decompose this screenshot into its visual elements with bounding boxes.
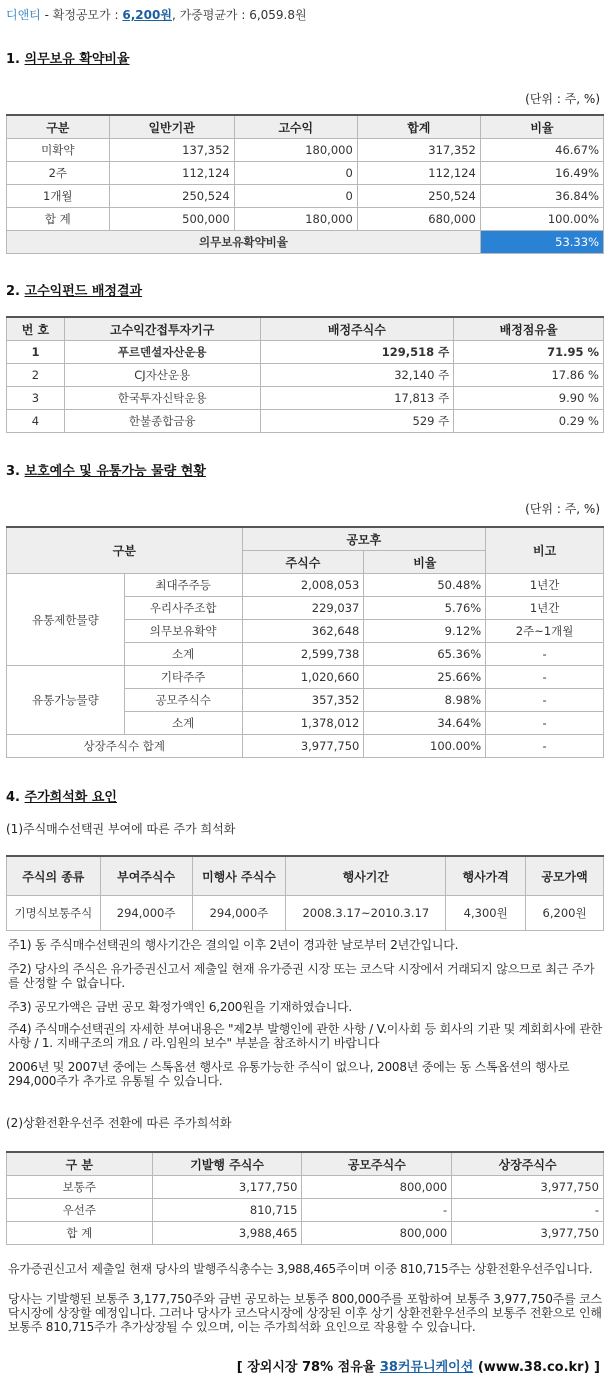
table-row (7, 139, 604, 162)
column-header: 비율 (480, 115, 603, 139)
table-cell: 317,352 (357, 139, 480, 162)
table-cell: 680,000 (357, 208, 480, 231)
table-cell: 우리사주조합 (124, 597, 242, 620)
site-link[interactable]: 38커뮤니케이션 (379, 1360, 474, 1375)
table-cell: 112,124 (109, 162, 234, 185)
table-cell: 3,988,465 (152, 1222, 302, 1245)
table-cell: CJ자산운용 (64, 364, 260, 387)
column-header: 고수익 (234, 115, 357, 139)
table-cell: 800,000 (302, 1222, 452, 1245)
table-cell: 4,300원 (446, 896, 526, 931)
table-cell: 8.98% (364, 689, 486, 712)
table-cell: 공모주식수 (124, 689, 242, 712)
table-cell: 2,008,053 (242, 574, 364, 597)
table-cell: 357,352 (242, 689, 364, 712)
table-cell: 71.95 % (454, 341, 604, 364)
table-cell: 0 (234, 162, 357, 185)
column-header: 구분 (7, 115, 110, 139)
weighted-average: , 가중평균가 : 6,059.8원 (171, 8, 307, 22)
column-header: 기발행 주식수 (152, 1152, 302, 1176)
column-header: 공모후 (242, 527, 486, 551)
lockup-status-table (6, 526, 604, 758)
table-cell: 0 (234, 185, 357, 208)
table-row (7, 1199, 604, 1222)
table-cell: 최대주주등 (124, 574, 242, 597)
table-cell: 9.90 % (454, 387, 604, 410)
table-cell: 32,140 주 (260, 364, 454, 387)
table-cell: 6,200원 (526, 896, 604, 931)
table-cell: 한불종합금융 (64, 410, 260, 433)
table-row (7, 666, 604, 689)
column-header: 비율 (364, 551, 486, 574)
table-cell: - (452, 1199, 604, 1222)
table-cell: 0.29 % (454, 410, 604, 433)
table-cell: 50.48% (364, 574, 486, 597)
footer-banner: [ 장외시장 78% 점유율 38커뮤니케이션 (www.38.co.kr) ] (236, 1360, 600, 1375)
table-cell: 의무보유확약 (124, 620, 242, 643)
table-cell: 1,378,012 (242, 712, 364, 735)
table-row (7, 387, 604, 410)
column-header: 번 호 (7, 317, 65, 341)
section3-title: 3. 보호예수 및 유통가능 물량 현황 (6, 464, 206, 479)
table-row (7, 896, 604, 931)
paragraph: 유가증권신고서 제출일 현재 당사의 발행주식총수는 3,988,465주이며 이중 810,715주는 상환전환우선주입니다. (8, 1262, 593, 1276)
table-cell: - (486, 712, 604, 735)
table-cell: 2주~1개월 (486, 620, 604, 643)
column-header: 행사가격 (446, 856, 526, 896)
column-header: 행사기간 (286, 856, 446, 896)
table-cell: 소계 (124, 643, 242, 666)
price-label: - 확정공모가 : (40, 8, 123, 22)
table-header-row (7, 1152, 604, 1176)
table-cell: 3,177,750 (152, 1176, 302, 1199)
table-cell: 보통주 (7, 1176, 153, 1199)
table-cell: 4 (7, 410, 65, 433)
column-header: 배정점유율 (454, 317, 604, 341)
table-cell: 2,599,738 (242, 643, 364, 666)
price-summary (6, 6, 307, 23)
table-cell: 294,000주 (100, 896, 192, 931)
table-cell: 180,000 (234, 139, 357, 162)
table-cell: 137,352 (109, 139, 234, 162)
table-cell: 362,648 (242, 620, 364, 643)
table-cell: 1년간 (486, 574, 604, 597)
table-cell: 1 (7, 341, 65, 364)
table-cell: 25.66% (364, 666, 486, 689)
table-cell: - (486, 643, 604, 666)
footnote: 주3) 공모가액은 금번 공모 확정가액인 6,200원을 기재하였습니다. (8, 1000, 352, 1014)
stock-option-table (6, 855, 604, 931)
table-cell: 294,000주 (192, 896, 286, 931)
summary-label: 의무보유확약비율 (7, 231, 481, 254)
table-cell: 100.00% (364, 735, 486, 758)
column-header: 상장주식수 (452, 1152, 604, 1176)
table-cell: 1년간 (486, 597, 604, 620)
section2-title: 2. 고수익펀드 배정결과 (6, 284, 143, 299)
table-row (7, 1222, 604, 1245)
table-cell: 소계 (124, 712, 242, 735)
column-header: 공모주식수 (302, 1152, 452, 1176)
table-cell: 한국투자신탁운용 (64, 387, 260, 410)
table-cell: 129,518 주 (260, 341, 454, 364)
fund-allocation-table (6, 316, 604, 433)
footnote: 주4) 주식매수선택권의 자세한 부여내용은 "제2부 발행인에 관한 사항 / V.이사회 등 회사의 기관 및 계회회사에 관한 사항 / 1. 지배구조의 개요 / 라.임원의 보수" 부분을 참조하시기 바랍니다 (8, 1022, 603, 1050)
column-header: 배정주식수 (260, 317, 454, 341)
table-cell: - (486, 666, 604, 689)
table-cell: 229,037 (242, 597, 364, 620)
table-cell: - (486, 689, 604, 712)
table-cell: 3,977,750 (452, 1176, 604, 1199)
table-cell: 250,524 (109, 185, 234, 208)
table-cell: 16.49% (480, 162, 603, 185)
lockup-ratio-table (6, 114, 604, 254)
table-cell: 2 (7, 364, 65, 387)
final-price: 6,200원 (122, 8, 172, 22)
table-cell: - (486, 735, 604, 758)
table-cell: 65.36% (364, 643, 486, 666)
table-cell: 36.84% (480, 185, 603, 208)
table-cell: 46.67% (480, 139, 603, 162)
table-cell: 9.12% (364, 620, 486, 643)
table-cell: 3,977,750 (242, 735, 364, 758)
section1-title: 1. 의무보유 확약비율 (6, 52, 130, 67)
table-row (7, 341, 604, 364)
table-row (7, 364, 604, 387)
column-header: 주식수 (242, 551, 364, 574)
table-cell: 34.64% (364, 712, 486, 735)
table-row (7, 162, 604, 185)
section4-title: 4. 주가희석화 요인 (6, 790, 117, 805)
table-header-row (7, 317, 604, 341)
table-header-row (7, 527, 604, 551)
paragraph: 당사는 기발행된 보통주 3,177,750주와 금번 공모하는 보통주 800,000주를 포함하여 보통주 3,977,750주를 코스닥시장에 상장할 예정입니다. 그러나 당사가 코스닥시장에 상장된 이후 상기 상환전환우선주의 보통주 전환으로 인해 보통주 810,715주가 추가상장될 수 있으며, 이는 주가희석화 요인으로 작용할 수 있습니다. (8, 1292, 602, 1334)
table-row (7, 1176, 604, 1199)
table-cell: 100.00% (480, 208, 603, 231)
section3-unit: (단위 : 주, %) (525, 502, 600, 516)
summary-row (7, 231, 604, 254)
table-cell: 1개월 (7, 185, 110, 208)
table-cell: 푸르덴셜자산운용 (64, 341, 260, 364)
table-row (7, 574, 604, 597)
table-cell: 상장주식수 합계 (7, 735, 243, 758)
column-header: 구 분 (7, 1152, 153, 1176)
column-header: 공모가액 (526, 856, 604, 896)
table-cell: 810,715 (152, 1199, 302, 1222)
table-cell: 529 주 (260, 410, 454, 433)
table-cell: 2008.3.17~2010.3.17 (286, 896, 446, 931)
column-header: 부여주식수 (100, 856, 192, 896)
table-cell: 180,000 (234, 208, 357, 231)
column-header: 일반기관 (109, 115, 234, 139)
table-cell: 250,524 (357, 185, 480, 208)
table-cell: 합 계 (7, 208, 110, 231)
table-cell: 800,000 (302, 1176, 452, 1199)
column-header: 주식의 종류 (7, 856, 101, 896)
group-label: 유통가능물량 (7, 666, 125, 735)
table-header-row (7, 115, 604, 139)
table-cell: 5.76% (364, 597, 486, 620)
table-cell: 우선주 (7, 1199, 153, 1222)
section4-subtitle-1: (1)주식매수선택권 부여에 따른 주가 희석화 (6, 822, 236, 836)
table-cell: 1,020,660 (242, 666, 364, 689)
table-cell: - (302, 1199, 452, 1222)
column-header: 합계 (357, 115, 480, 139)
section1-unit: (단위 : 주, %) (525, 92, 600, 106)
column-header: 구분 (7, 527, 243, 574)
table-cell: 17.86 % (454, 364, 604, 387)
summary-value: 53.33% (480, 231, 603, 254)
table-cell: 3,977,750 (452, 1222, 604, 1245)
table-cell: 17,813 주 (260, 387, 454, 410)
table-cell: 112,124 (357, 162, 480, 185)
section4-subtitle-2: (2)상환전환우선주 전환에 따른 주가희석화 (6, 1116, 232, 1130)
column-header: 비고 (486, 527, 604, 574)
preferred-conversion-table (6, 1151, 604, 1245)
table-row (7, 208, 604, 231)
column-header: 고수익간접투자기구 (64, 317, 260, 341)
table-cell: 합 계 (7, 1222, 153, 1245)
group-label: 유통제한물량 (7, 574, 125, 666)
total-row (7, 735, 604, 758)
table-header-row (7, 856, 604, 896)
column-header: 미행사 주식수 (192, 856, 286, 896)
footnote: 2006년 및 2007년 중에는 스톡옵션 행사로 유통가능한 주식이 없으나, 2008년 중에는 동 스톡옵션의 행사로 294,000주가 추가로 유통될 수 있습니다. (8, 1060, 570, 1088)
table-row (7, 410, 604, 433)
table-cell: 기명식보통주식 (7, 896, 101, 931)
table-cell: 기타주주 (124, 666, 242, 689)
table-cell: 미확약 (7, 139, 110, 162)
footnote: 주1) 동 주식매수선택권의 행사기간은 결의일 이후 2년이 경과한 날로부터 2년간입니다. (8, 938, 459, 952)
table-row (7, 185, 604, 208)
table-cell: 2주 (7, 162, 110, 185)
footnote: 주2) 당사의 주식은 유가증권신고서 제출일 현재 유가증권 시장 또는 코스닥 시장에서 거래되지 않으므로 최근 주가를 산정할 수 없습니다. (8, 962, 595, 990)
company-name: 디앤티 (6, 8, 41, 22)
table-cell: 3 (7, 387, 65, 410)
table-cell: 500,000 (109, 208, 234, 231)
